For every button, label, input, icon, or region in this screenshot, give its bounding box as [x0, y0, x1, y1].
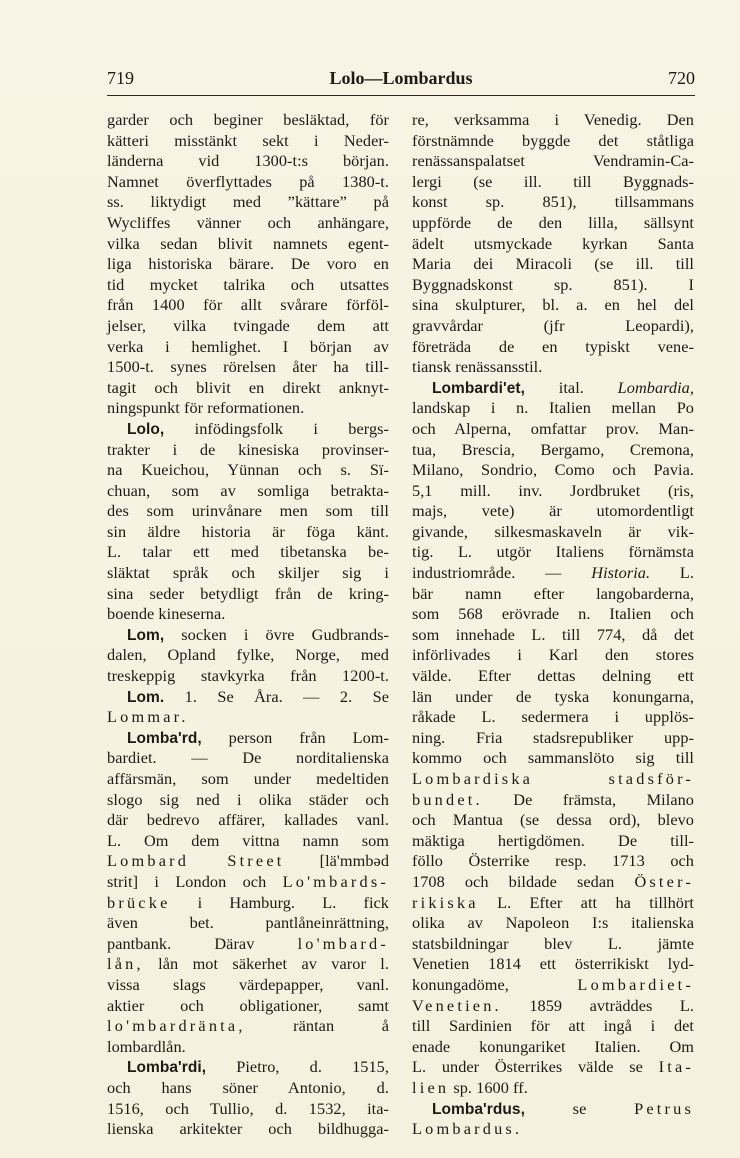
line-text: chuan, som av somliga betrakta- — [107, 480, 389, 500]
text-line — [107, 316, 389, 337]
text-line — [412, 687, 694, 708]
spaced-term: brücke — [107, 892, 171, 912]
text-line — [412, 481, 694, 502]
spaced-term: Lo'mbards- — [282, 871, 389, 891]
text-line — [412, 790, 694, 811]
spaced-term: bundet. — [412, 789, 483, 809]
text-line — [107, 893, 389, 914]
text-line — [412, 378, 694, 399]
text-line — [412, 872, 694, 893]
text-line — [107, 1037, 389, 1058]
text-line — [412, 419, 694, 440]
text-line — [107, 110, 389, 131]
line-text: Namnet överflyttades på 1380-t. — [107, 171, 389, 191]
running-title: Lolo—Lombardus — [329, 68, 473, 88]
spaced-term: rikiska — [412, 892, 479, 912]
text-line — [412, 151, 694, 172]
text-line — [107, 954, 389, 975]
line-text: kommo och sammanslöto sig till — [412, 748, 694, 768]
line-text: kätteri misstänkt sekt i Neder- — [107, 130, 389, 150]
entry-headword: Lomba'rdus, — [432, 1100, 525, 1118]
line-text: sina skulpturer, bl. a. en hel del — [412, 295, 694, 315]
line-text: föllo Österrike resp. 1713 och — [412, 851, 694, 871]
spaced-term: lien — [412, 1077, 450, 1097]
text-line — [412, 172, 694, 193]
text-line — [107, 645, 389, 666]
line-text: Milano, Sondrio, Como och Pavia. — [412, 460, 694, 480]
line-text: lienska arkitekter och bildhugga- — [107, 1119, 389, 1139]
entry-headword: Lomba'rd, — [127, 729, 202, 747]
text-line — [412, 234, 694, 255]
spaced-term: Öster- — [634, 871, 694, 891]
entry-headword: Lomba'rdi, — [127, 1059, 207, 1077]
text-line — [107, 337, 389, 358]
text-line — [412, 295, 694, 316]
line-text: socken i övre Gudbrands- — [164, 624, 389, 644]
line-text: Maria dei Miracoli (se ill. till — [412, 254, 694, 274]
line-text: bär namn efter langobarderna, — [412, 583, 694, 603]
text-line — [107, 687, 389, 708]
text-line — [107, 810, 389, 831]
text-line — [107, 666, 389, 687]
text-line — [412, 131, 694, 152]
line-text: boende kineserna. — [107, 604, 226, 624]
text-line — [107, 151, 389, 172]
text-line — [107, 1057, 389, 1078]
header-rule — [107, 95, 695, 96]
text-line — [412, 625, 694, 646]
line-text: verka i hemlighet. I början av — [107, 336, 389, 356]
entry-headword: Lombardi'et, — [432, 379, 525, 397]
line-text: till Sardinien för att ingå i det — [412, 1016, 694, 1036]
text-line — [412, 1078, 694, 1099]
text-line — [412, 996, 694, 1017]
line-text: lergi (se ill. till Byggnads- — [412, 171, 694, 191]
line-text: re, verksamma i Venedig. Den — [412, 110, 694, 129]
text-line — [107, 728, 389, 749]
line-text: mäktiga hertigdömen. De till- — [412, 830, 694, 850]
line-text: des som urinvånare men som till — [107, 501, 389, 521]
italic-term: Historia. — [591, 563, 651, 583]
spaced-term: Lombard Street — [107, 851, 285, 871]
line-text: 1. Se Åra. — 2. Se — [164, 686, 389, 706]
text-line — [107, 1078, 389, 1099]
line-text: även bet. pantlåneinrättning, — [107, 913, 389, 933]
text-line — [412, 604, 694, 625]
text-line — [107, 1016, 389, 1037]
line-text: ning. Fria stadsrepubliker upp- — [412, 727, 694, 747]
line-text: konungadöme, — [412, 974, 578, 994]
text-line — [412, 110, 694, 131]
entry-headword: Lom. — [127, 688, 165, 706]
line-text: L. — [650, 563, 694, 583]
text-line — [412, 851, 694, 872]
text-line — [107, 748, 389, 769]
right-column — [412, 110, 694, 1140]
spaced-term: lån, — [107, 954, 144, 974]
left-column — [107, 110, 389, 1140]
line-text: 1500-t. synes rörelsen åter ha till- — [107, 357, 389, 377]
entry-headword: Lolo, — [127, 420, 165, 438]
text-line — [412, 460, 694, 481]
line-text: majs, vete) är utomordentligt — [412, 501, 694, 521]
entry-headword: Lom, — [127, 626, 165, 644]
text-line — [412, 275, 694, 296]
text-line — [107, 501, 389, 522]
text-line — [107, 913, 389, 934]
text-line — [107, 1099, 389, 1120]
text-line — [412, 1016, 694, 1037]
text-line — [107, 460, 389, 481]
line-text: gravvårdar (jfr Leopardi), — [412, 315, 694, 335]
text-line — [107, 419, 389, 440]
text-line — [412, 748, 694, 769]
line-text: strit] i London och — [107, 871, 283, 891]
line-text: garder och beginer besläktad, för — [107, 110, 389, 129]
text-line — [107, 440, 389, 461]
line-text: 5,1 mill. inv. Jordbruket (ris, — [412, 480, 694, 500]
line-text: 1516, och Tullio, d. 1532, ita- — [107, 1098, 389, 1118]
text-line — [412, 707, 694, 728]
line-text: i Hamburg. L. fick — [170, 892, 389, 912]
line-text: Pietro, d. 1515, — [206, 1057, 389, 1077]
text-line — [107, 131, 389, 152]
line-text: lån mot säkerhet av varor l. — [143, 954, 389, 974]
line-text: renässanspalatset Vendramin-Ca- — [412, 151, 694, 171]
line-text: enade konungariket Italien. Om — [412, 1036, 694, 1056]
text-line — [107, 707, 389, 728]
text-line — [107, 975, 389, 996]
text-line — [412, 192, 694, 213]
line-text: se — [524, 1098, 635, 1118]
line-text: Venetien 1814 ett österrikiskt lyd- — [412, 954, 694, 974]
line-text: Wycliffes vänner och anhängare, — [107, 212, 389, 232]
line-text: affärsmän, som under medeltiden — [107, 769, 389, 788]
text-line — [412, 769, 694, 790]
line-text: uppförde de den lilla, sällsynt — [412, 212, 694, 232]
text-line — [412, 666, 694, 687]
line-text: De främsta, Milano — [482, 789, 694, 809]
text-line — [412, 316, 694, 337]
line-text: tig. L. utgör Italiens förnämsta — [412, 542, 694, 562]
line-text: 1859 avträddes L. — [501, 995, 694, 1015]
text-line — [107, 522, 389, 543]
text-line — [107, 275, 389, 296]
line-text: räntan å — [245, 1016, 389, 1036]
text-line — [412, 584, 694, 605]
text-line — [412, 563, 694, 584]
line-text: statsbildningar blev L. jämte — [412, 933, 694, 953]
line-text: pantbank. Därav — [107, 933, 298, 953]
text-line — [107, 295, 389, 316]
running-header — [107, 68, 695, 92]
line-text: tid mycket talrika och utsattes — [107, 274, 389, 294]
text-line — [107, 542, 389, 563]
text-line — [107, 996, 389, 1017]
text-line — [107, 563, 389, 584]
text-line — [107, 625, 389, 646]
line-text: tagit och blivit en direkt anknyt- — [107, 377, 389, 397]
line-text: tua, Brescia, Bergamo, Cremona, — [412, 439, 694, 459]
text-line — [107, 769, 389, 790]
line-text: ädelt utsmyckade kyrkan Santa — [412, 233, 694, 253]
text-line — [107, 604, 389, 625]
line-text: sina seder betydligt från de kring- — [107, 583, 389, 603]
line-text: sp. 1600 ff. — [449, 1077, 528, 1097]
text-line — [412, 1057, 694, 1078]
text-line — [412, 1037, 694, 1058]
line-text: L. talar ett med tibetanska be- — [107, 542, 389, 562]
line-text: treskeppig stavkyrka från 1200-t. — [107, 666, 389, 686]
text-line — [412, 501, 694, 522]
spaced-term: Lombardus. — [412, 1119, 523, 1139]
text-line — [412, 398, 694, 419]
text-line — [107, 378, 389, 399]
line-text: ital. — [525, 377, 618, 397]
spaced-term: Lombardiska stadsför- — [412, 769, 694, 788]
text-line — [412, 1099, 694, 1120]
text-line — [412, 913, 694, 934]
line-text: som 568 erövrade n. Italien och — [412, 604, 694, 624]
line-text: dalen, Opland fylke, Norge, med — [107, 645, 389, 665]
line-text: L. Om dem vittna namn som — [107, 830, 389, 850]
text-line — [412, 1119, 694, 1140]
text-line — [107, 254, 389, 275]
spaced-term: Lombardiet- — [577, 974, 694, 994]
line-text: 1708 och bildade sedan — [412, 871, 635, 891]
text-line — [107, 357, 389, 378]
line-text: infödingsfolk i bergs- — [164, 418, 389, 438]
line-text: där bedrevo affärer, kallades vanl. — [107, 810, 389, 830]
line-text: aktier och obligationer, samt — [107, 995, 389, 1015]
text-line — [412, 893, 694, 914]
text-line — [107, 831, 389, 852]
text-line — [107, 213, 389, 234]
line-text: och Mantua (se dessa ord), blevo — [412, 810, 694, 830]
text-line — [107, 234, 389, 255]
spaced-term: Lommar. — [107, 707, 189, 727]
text-line — [412, 934, 694, 955]
line-text: företräda de en typiskt vene- — [412, 336, 694, 356]
text-line — [107, 584, 389, 605]
page-number-left: 719 — [107, 68, 134, 88]
text-line — [412, 357, 694, 378]
line-text: välde. Efter dettas delning ett — [412, 666, 694, 686]
line-text: och Alperna, omfattar prov. Man- — [412, 418, 694, 438]
line-text: jelser, vilka tvingade dem att — [107, 315, 389, 335]
line-text: län under de tyska konungarna, — [412, 686, 694, 706]
text-line — [107, 934, 389, 955]
line-text: lombardlån. — [107, 1036, 186, 1056]
line-text: L. under Österrikes välde se — [412, 1057, 659, 1077]
line-text: industriområde. — — [412, 563, 592, 583]
line-text: Byggnadskonst sp. 851). I — [412, 274, 694, 294]
line-text: vissa slags värdepapper, vanl. — [107, 974, 389, 994]
spaced-term: lo'mbardränta, — [107, 1016, 246, 1036]
text-line — [412, 254, 694, 275]
line-text: person från Lom- — [201, 727, 389, 747]
line-text: ningspunkt för reformationen. — [107, 398, 305, 418]
line-text: konst sp. 851), tillsammans — [412, 192, 694, 212]
text-line — [412, 975, 694, 996]
text-line — [412, 337, 694, 358]
spaced-term: Ita- — [658, 1057, 694, 1077]
page-number-right: 720 — [668, 68, 695, 88]
text-line — [412, 810, 694, 831]
line-text: införlivades i Karl den stores — [412, 645, 694, 665]
line-text: råkade L. sedermera i upplös- — [412, 707, 694, 727]
line-text: bardiet. — De norditalienska — [107, 748, 389, 768]
line-text: länderna vid 1300-t:s början. — [107, 151, 389, 171]
text-line — [107, 872, 389, 893]
line-text: från 1400 för allt svårare förföl- — [107, 295, 389, 315]
line-text: förstnämnde byggde det ståtliga — [412, 130, 694, 150]
line-text: liga historiska bärare. De voro en — [107, 254, 389, 274]
text-line — [412, 728, 694, 749]
line-text: na Kueichou, Yünnan och s. Sï- — [107, 460, 389, 480]
text-line — [107, 172, 389, 193]
text-line — [107, 790, 389, 811]
line-text: landskap i n. Italien mellan Po — [412, 398, 694, 418]
line-text: givande, silkesmaskaveln är vik- — [412, 521, 694, 541]
text-line — [107, 192, 389, 213]
text-line — [412, 831, 694, 852]
text-line — [412, 954, 694, 975]
line-text: slogo sig ned i olika städer och — [107, 789, 389, 809]
text-line — [107, 398, 389, 419]
line-text: [lä'mmbəd — [284, 851, 390, 871]
spaced-term: Petrus — [634, 1098, 694, 1118]
text-line — [412, 440, 694, 461]
line-text: tiansk renässansstil. — [412, 357, 543, 377]
text-line — [107, 1119, 389, 1140]
italic-term: Lombardia, — [617, 377, 694, 397]
line-text: sin äldre historia är föga känt. — [107, 521, 389, 541]
spaced-term: lo'mbard- — [297, 933, 389, 953]
line-text: släktat språk och skiljer sig i — [107, 563, 389, 583]
line-text: trakter i de kinesiska provinser- — [107, 439, 389, 459]
spaced-term: Venetien. — [412, 995, 502, 1015]
line-text: L. Efter att ha tillhört — [478, 892, 694, 912]
text-line — [107, 481, 389, 502]
text-line — [412, 645, 694, 666]
text-line — [412, 522, 694, 543]
line-text: olika av Napoleon I:s italienska — [412, 913, 694, 933]
line-text: som innehade L. till 774, då det — [412, 624, 694, 644]
text-line — [107, 851, 389, 872]
line-text: och hans söner Antonio, d. — [107, 1077, 389, 1097]
text-line — [412, 542, 694, 563]
line-text: vilka sedan blivit namnets egent- — [107, 233, 389, 253]
line-text: ss. liktydigt med ”kättare” på — [107, 192, 389, 212]
text-line — [412, 213, 694, 234]
